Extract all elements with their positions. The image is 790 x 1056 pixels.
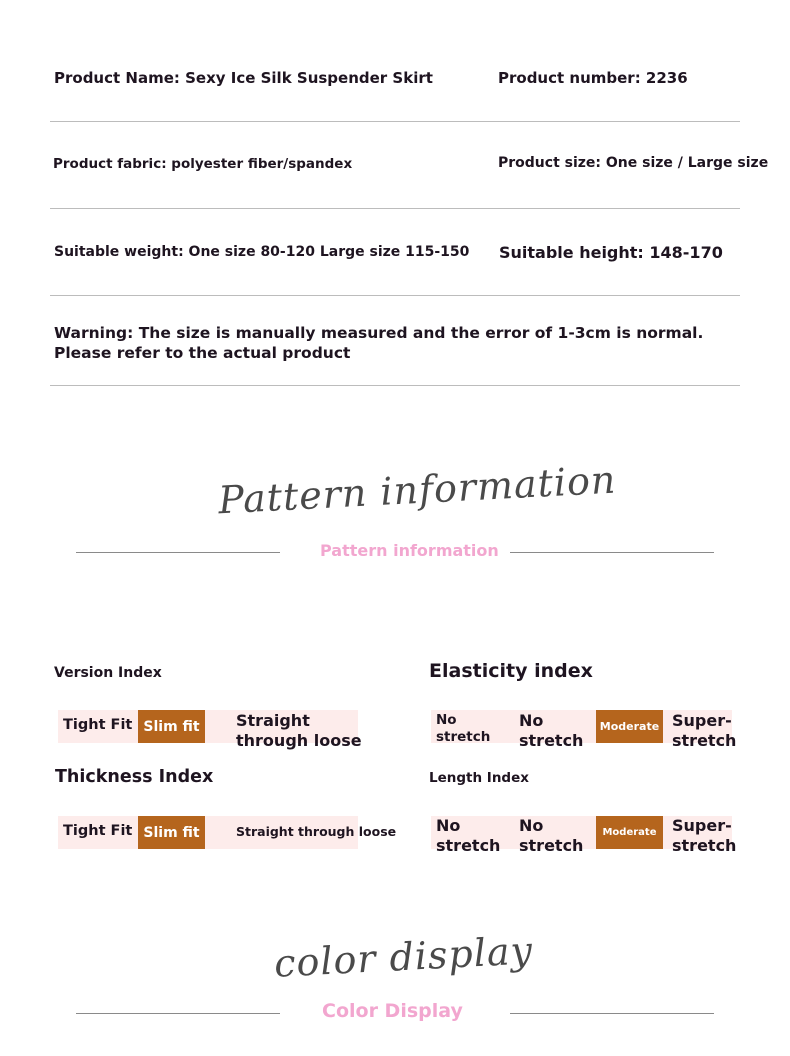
length-option-no-stretch-2: No stretch <box>519 816 584 855</box>
suitable-height: Suitable height: 148-170 <box>499 243 723 262</box>
elasticity-option-no-stretch-2: No stretch <box>519 711 584 750</box>
product-name: Product Name: Sexy Ice Silk Suspender Skirt <box>54 69 433 87</box>
version-option-loose: Straight through loose <box>236 711 362 750</box>
length-option-super-stretch: Super-stretch <box>672 816 737 855</box>
warning-text: Warning: The size is manually measured and the error of 1-3cm is normal. Please refer to the actual product <box>54 324 704 362</box>
pattern-subtitle: Pattern information <box>320 541 499 560</box>
color-subtitle: Color Display <box>322 1000 463 1022</box>
version-index-title: Version Index <box>54 665 162 681</box>
product-fabric: Product fabric: polyester fiber/spandex <box>53 156 353 172</box>
version-option-selected: Slim fit <box>138 710 205 743</box>
length-option-selected: Moderate <box>596 816 663 849</box>
version-option-tight-fit: Tight Fit <box>63 717 133 733</box>
thickness-index-title: Thickness Index <box>55 767 214 787</box>
thickness-option-loose: Straight through loose <box>236 824 397 839</box>
divider <box>50 121 740 122</box>
elasticity-option-selected: Moderate <box>596 710 663 743</box>
length-index-title: Length Index <box>429 770 529 786</box>
divider <box>50 385 740 386</box>
color-script-title: color display <box>273 928 535 986</box>
length-option-no-stretch-1: No stretch <box>436 816 501 855</box>
pattern-script-title: Pattern information <box>217 457 618 523</box>
elasticity-option-no-stretch-1: No stretch <box>436 712 491 745</box>
heading-line-left <box>76 1013 280 1014</box>
thickness-option-selected: Slim fit <box>138 816 205 849</box>
heading-line-right <box>510 1013 714 1014</box>
elasticity-option-super-stretch: Super-stretch <box>672 711 737 750</box>
product-number: Product number: 2236 <box>498 69 688 87</box>
elasticity-index-title: Elasticity index <box>429 660 593 682</box>
suitable-weight: Suitable weight: One size 80-120 Large size 115-150 <box>54 244 470 260</box>
heading-line-left <box>76 552 280 553</box>
product-size: Product size: One size / Large size <box>498 155 769 171</box>
divider <box>50 208 740 209</box>
divider <box>50 295 740 296</box>
heading-line-right <box>510 552 714 553</box>
thickness-option-tight-fit: Tight Fit <box>63 823 133 839</box>
